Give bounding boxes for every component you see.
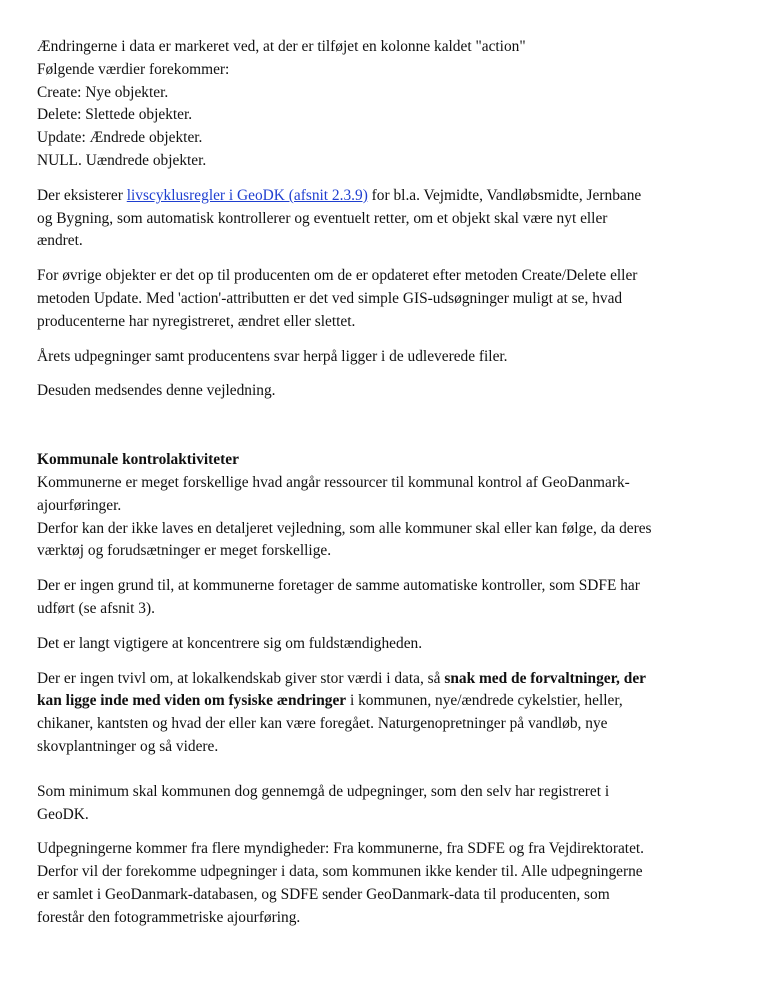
text-line: For øvrige objekter er det op til producenten om de er opdateret efter metoden Create/Delete eller	[37, 267, 638, 285]
text-line: udført (se afsnit 3).	[37, 599, 155, 617]
change-values-paragraph	[37, 36, 737, 173]
text-line: NULL. Uændrede objekter.	[37, 151, 207, 169]
completeness-paragraph	[37, 633, 737, 656]
text-line	[37, 185, 737, 208]
text-line: metoden Update. Med 'action'-attributten er det ved simple GIS-udsøgninger muligt at se, hvad	[37, 289, 623, 307]
text-line: Ændringerne i data er markeret ved, at der er tilføjet en kolonne kaldet "action"	[37, 38, 526, 55]
text-line	[37, 690, 737, 713]
lifecycle-rules-paragraph	[37, 185, 737, 253]
text-line: Update: Ændrede objekter.	[37, 129, 203, 147]
text-fragment: Der eksisterer	[37, 186, 127, 204]
minimum-review-paragraph	[37, 781, 737, 827]
text-line: Der er ingen grund til, at kommunerne foretager de samme automatiske kontroller, som SDFE har	[37, 577, 640, 595]
text-line: Create: Nye objekter.	[37, 83, 169, 101]
document-page	[37, 36, 737, 930]
text-line: og Bygning, som automatisk kontrollerer og eventuelt retter, om et objekt skal være nyt eller	[37, 209, 608, 227]
text-line: chikaner, kantsten og hvad der eller kan være foregået. Naturgenopretninger på vandløb, nye	[37, 715, 608, 733]
text-line: GeoDK.	[37, 805, 89, 823]
text-line: skovplantninger og så videre.	[37, 737, 219, 755]
authorities-paragraph	[37, 838, 737, 929]
municipal-section	[37, 449, 737, 563]
section-heading: Kommunale kontrolaktiviteter	[37, 451, 239, 469]
text-line: Udpegningerne kommer fra flere myndigheder: Fra kommunerne, fra SDFE og fra Vejdirektoratet.	[37, 840, 645, 858]
text-line: Kommunerne er meget forskellige hvad angår ressourcer til kommunal kontrol af GeoDanmark-	[37, 473, 630, 491]
text-line: ajourføringer.	[37, 496, 122, 514]
text-line: Det er langt vigtigere at koncentrere sig om fuldstændigheden.	[37, 634, 423, 652]
other-objects-paragraph	[37, 265, 737, 333]
text-line: Desuden medsendes denne vejledning.	[37, 382, 276, 400]
text-line: Følgende værdier forekommer:	[37, 60, 230, 78]
text-fragment: Der er ingen tvivl om, at lokalkendskab giver stor værdi i data, så	[37, 669, 445, 687]
text-fragment: i kommunen, nye/ændrede cykelstier, heller,	[346, 692, 623, 710]
lifecycle-rules-link[interactable]: livscyklusregler i GeoDK (afsnit 2.3.9)	[126, 186, 368, 204]
text-line: er samlet i GeoDanmark-databasen, og SDFE sender GeoDanmark-data til producenten, som	[37, 885, 610, 903]
text-line: Delete: Slettede objekter.	[37, 106, 193, 124]
text-line: værktøj og forudsætninger er meget forskellige.	[37, 542, 332, 560]
text-line: Derfor vil der forekomme udpegninger i data, som kommunen ikke kender til. Alle udpegningerne	[37, 863, 643, 881]
files-paragraph	[37, 346, 737, 369]
text-line: Derfor kan der ikke laves en detaljeret vejledning, som alle kommuner skal eller kan følge, da deres	[37, 519, 652, 537]
text-line: ændret.	[37, 232, 83, 250]
text-line: Årets udpegninger samt producentens svar herpå ligger i de udleverede filer.	[37, 347, 508, 365]
text-line: forestår den fotogrammetriske ajourføring.	[37, 908, 301, 926]
text-fragment: for bl.a. Vejmidte, Vandløbsmidte, Jernbane	[367, 186, 642, 204]
bold-text: kan ligge inde med viden om fysiske ændringer	[37, 692, 347, 710]
text-line: Som minimum skal kommunen dog gennemgå de udpegninger, som den selv har registreret i	[37, 782, 610, 800]
local-knowledge-paragraph	[37, 668, 737, 759]
text-line	[37, 668, 737, 691]
text-line: producenterne har nyregistreret, ændret eller slettet.	[37, 312, 356, 330]
automatic-controls-paragraph	[37, 575, 737, 621]
guide-paragraph	[37, 380, 737, 403]
bold-text: snak med de forvaltninger, der	[444, 669, 646, 687]
